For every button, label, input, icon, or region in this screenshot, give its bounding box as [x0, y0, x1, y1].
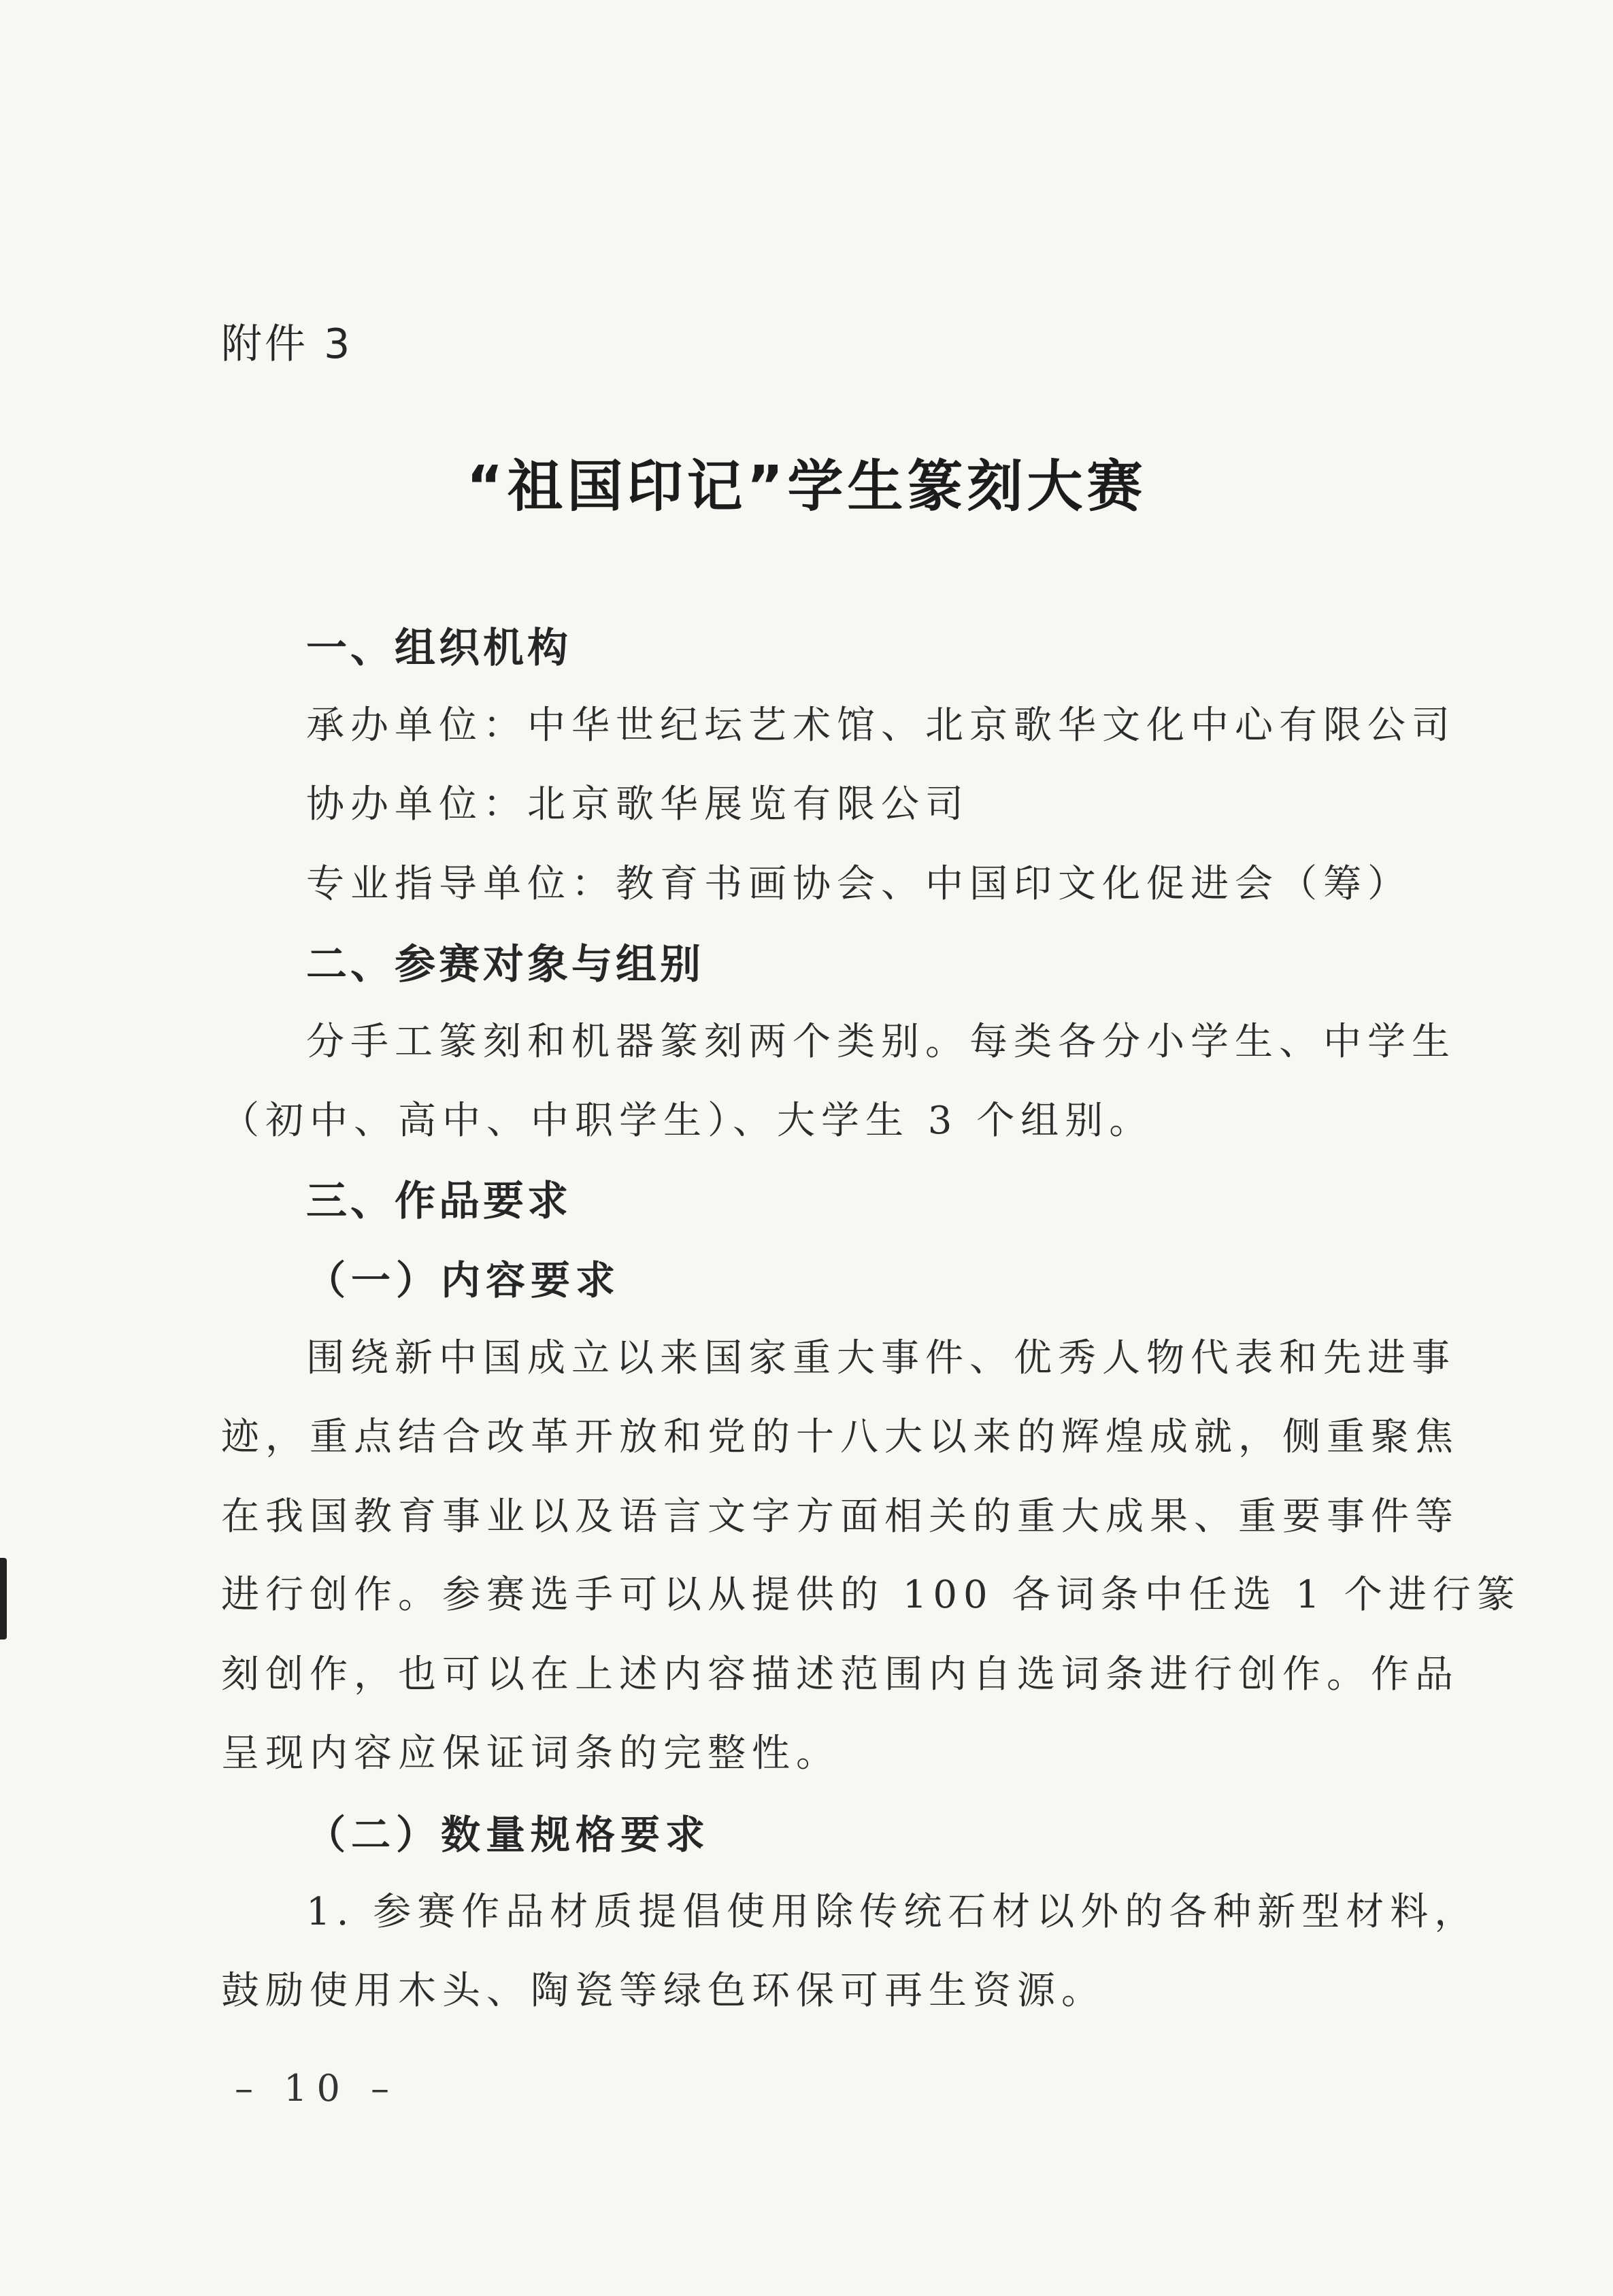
co-organizer-line: 协办单位：北京歌华展览有限公司 — [306, 782, 969, 827]
subsection-2-heading: （二）数量规格要求 — [306, 1812, 711, 1858]
paragraph-line: 进行创作。参赛选手可以从提供的 100 各词条中任选 1 个进行篆 — [221, 1573, 1521, 1617]
paragraph-line: 迹，重点结合改革开放和党的十八大以来的辉煌成就，侧重聚焦 — [221, 1415, 1459, 1459]
section-2-heading: 二、参赛对象与组别 — [306, 941, 704, 988]
paragraph-line: 呈现内容应保证词条的完整性。 — [221, 1731, 840, 1776]
paragraph-line: 1. 参赛作品材质提倡使用除传统石材以外的各种新型材料， — [306, 1890, 1479, 1934]
paragraph-line: 刻创作，也可以在上述内容描述范围内自选词条进行创作。作品 — [221, 1652, 1459, 1697]
paragraph-line: 在我国教育事业以及语言文字方面相关的重大成果、重要事件等 — [221, 1495, 1459, 1539]
subsection-1-heading: （一）内容要求 — [306, 1257, 621, 1303]
organizer-line: 承办单位：中华世纪坛艺术馆、北京歌华文化中心有限公司 — [306, 703, 1456, 748]
paragraph-line: （初中、高中、中职学生）、大学生 3 个组别。 — [221, 1099, 1154, 1143]
guidance-unit-line: 专业指导单位：教育书画协会、中国印文化促进会（筹） — [306, 862, 1412, 906]
paragraph-line: 围绕新中国成立以来国家重大事件、优秀人物代表和先进事 — [306, 1336, 1456, 1380]
page-number: – 10 – — [235, 2067, 399, 2110]
attachment-label: 附件 3 — [221, 320, 353, 368]
scan-edge-mark — [0, 1558, 7, 1640]
paragraph-line: 鼓励使用木头、陶瓷等绿色环保可再生资源。 — [221, 1969, 1105, 2013]
paragraph-line: 分手工篆刻和机器篆刻两个类别。每类各分小学生、中学生 — [306, 1020, 1456, 1064]
section-3-heading: 三、作品要求 — [306, 1178, 571, 1225]
section-1-heading: 一、组织机构 — [306, 625, 571, 672]
document-title: “祖国印记”学生篆刻大赛 — [466, 454, 1147, 519]
